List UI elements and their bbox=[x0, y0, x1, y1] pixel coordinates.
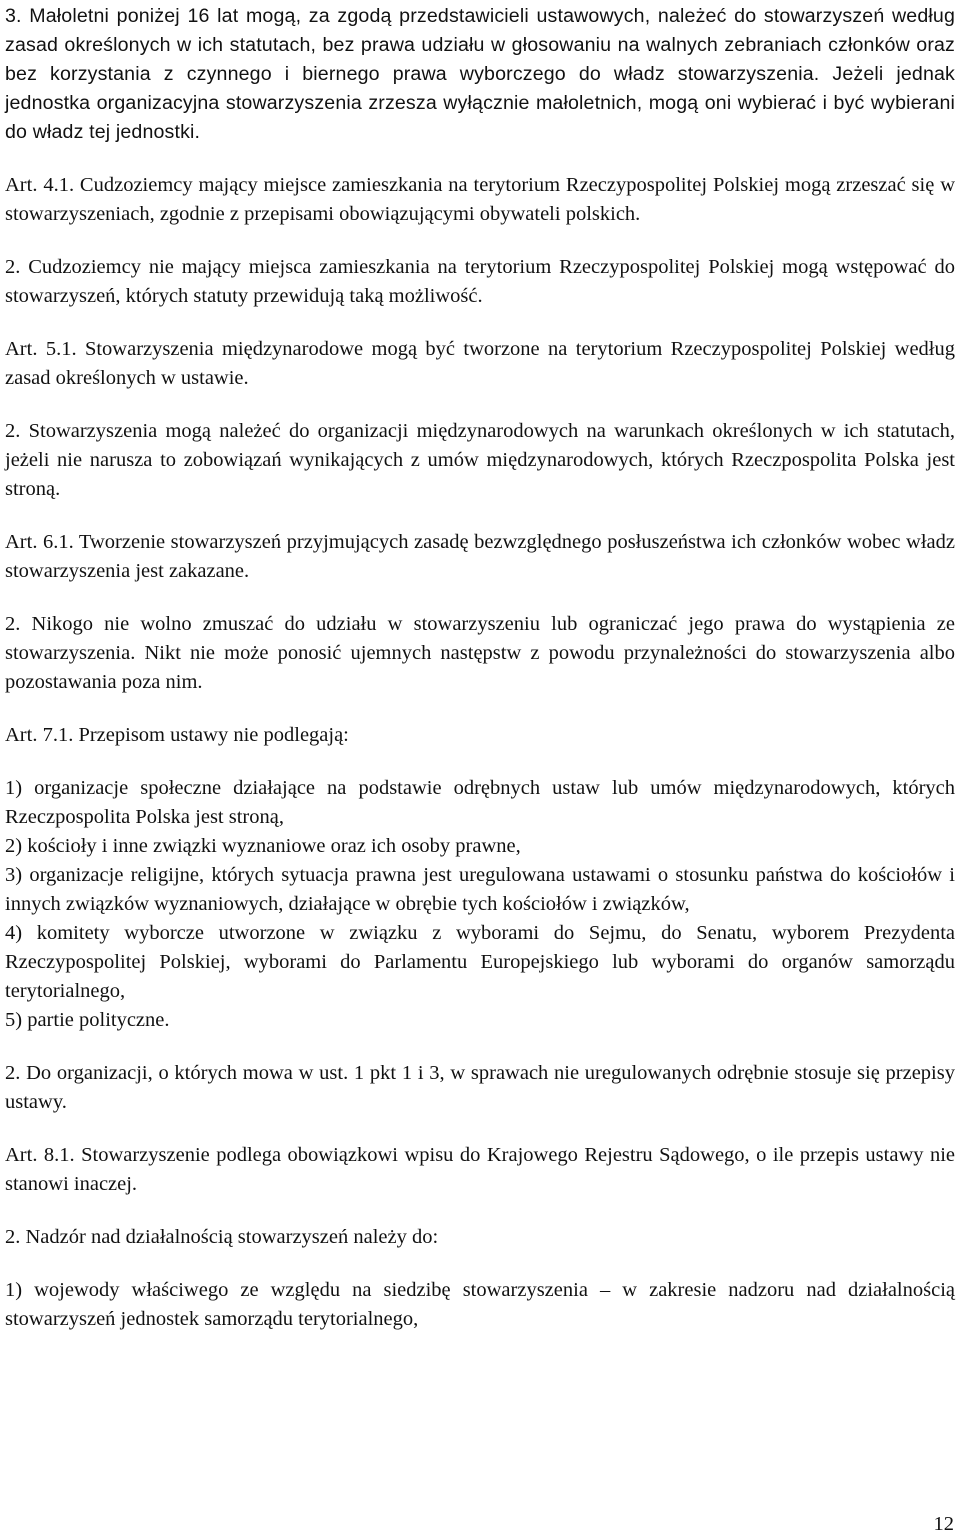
paragraph-art8-ust1: Art. 8.1. Stowarzyszenie podlega obowiązkowi wpisu do Krajowego Rejestru Sądowego, o ile przepis ustawy nie stanowi inaczej. bbox=[5, 1144, 955, 1195]
list-art7-exclusions bbox=[5, 774, 955, 1035]
list-item: 1) wojewody właściwego ze względu na siedzibę stowarzyszenia – w zakresie nadzoru nad działalnością stowarzyszeń jednostek samorządu terytorialnego, bbox=[5, 1279, 955, 1330]
paragraph-art7-ust2: 2. Do organizacji, o których mowa w ust. 1 pkt 1 i 3, w sprawach nie uregulowanych odrębnie stosuje się przepisy ustawy. bbox=[5, 1062, 955, 1113]
paragraph-art3-ust3: 3. Małoletni poniżej 16 lat mogą, za zgodą przedstawicieli ustawowych, należeć do stowarzyszeń według zasad określonych w ich statutach, bez prawa udziału w głosowaniu na walnych zebraniach członków oraz bez korzystania z czynnego i biernego prawa wyborczego do władz stowarzyszenia. Jeżeli jednak jednostka organizacyjna stowarzyszenia zrzesza wyłącznie małoletnich, mogą oni wybierać i być wybierani do władz tej jednostki. bbox=[5, 5, 955, 143]
list-item: 4) komitety wyborcze utworzone w związku z wyborami do Sejmu, do Senatu, wyborem Prezydenta Rzeczypospolitej Polskiej, wyborami do Parlamentu Europejskiego lub wyborami do organów samorządu terytorialnego, bbox=[5, 922, 955, 1002]
list-item: 5) partie polityczne. bbox=[5, 1009, 170, 1031]
paragraph-art6-ust1: Art. 6.1. Tworzenie stowarzyszeń przyjmujących zasadę bezwzględnego posłuszeństwa ich członków wobec władz stowarzyszenia jest zakazane. bbox=[5, 531, 955, 582]
list-art8-supervision bbox=[5, 1276, 955, 1334]
paragraph-art6-ust2: 2. Nikogo nie wolno zmuszać do udziału w stowarzyszeniu lub ograniczać jego prawa do wystąpienia ze stowarzyszenia. Nikt nie może ponosić ujemnych następstw z powodu przynależności do stowarzyszenia albo pozostawania poza nim. bbox=[5, 613, 955, 693]
list-item: 2) kościoły i inne związki wyznaniowe oraz ich osoby prawne, bbox=[5, 835, 521, 857]
page-number: 12 bbox=[933, 1513, 954, 1535]
paragraph-art5-ust2: 2. Stowarzyszenia mogą należeć do organizacji międzynarodowych na warunkach określonych w ich statutach, jeżeli nie narusza to zobowiązań wynikających z umów międzynarodowych, których Rzeczpospolita Polska jest stroną. bbox=[5, 420, 955, 500]
paragraph-art5-ust1: Art. 5.1. Stowarzyszenia międzynarodowe mogą być tworzone na terytorium Rzeczypospolitej Polskiej według zasad określonych w ustawie. bbox=[5, 338, 955, 389]
document-page bbox=[5, 0, 955, 1334]
paragraph-art7-ust1: Art. 7.1. Przepisom ustawy nie podlegają: bbox=[5, 724, 349, 746]
paragraph-art8-ust2: 2. Nadzór nad działalnością stowarzyszeń należy do: bbox=[5, 1226, 439, 1248]
paragraph-art4-ust2: 2. Cudzoziemcy nie mający miejsca zamieszkania na terytorium Rzeczypospolitej Polskiej mogą wstępować do stowarzyszeń, których statuty przewidują taką możliwość. bbox=[5, 256, 955, 307]
list-item: 1) organizacje społeczne działające na podstawie odrębnych ustaw lub umów międzynarodowych, których Rzeczpospolita Polska jest stroną, bbox=[5, 777, 955, 828]
paragraph-art4-ust1: Art. 4.1. Cudzoziemcy mający miejsce zamieszkania na terytorium Rzeczypospolitej Polskiej mogą zrzeszać się w stowarzyszeniach, zgodnie z przepisami obowiązującymi obywateli polskich. bbox=[5, 174, 955, 225]
list-item: 3) organizacje religijne, których sytuacja prawna jest uregulowana ustawami o stosunku państwa do kościołów i innych związków wyznaniowych, działające w obrębie tych kościołów i związków, bbox=[5, 864, 955, 915]
